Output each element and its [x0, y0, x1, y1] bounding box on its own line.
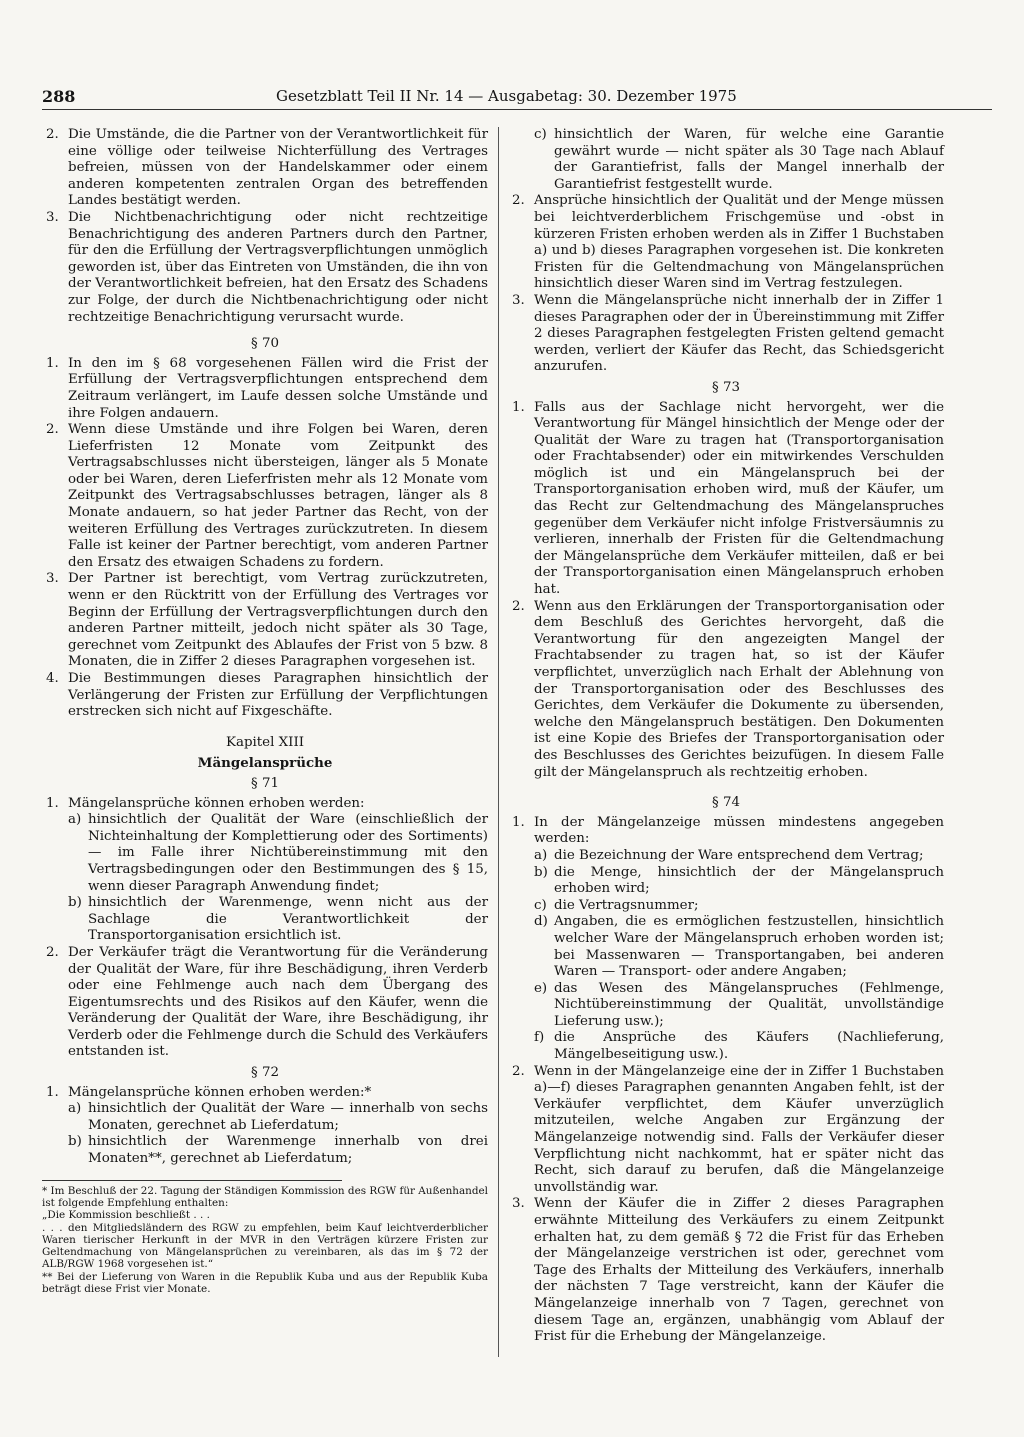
footnote-2: ** Bei der Lieferung von Waren in die Republik Kuba und aus der Republik Kuba beträgt diese Frist vier Monate. [42, 1270, 488, 1295]
paragraph-71-1: 1. Mängelansprüche können erhoben werden: [46, 795, 365, 811]
paragraph-74-1-f: f) die Ansprüche des Käufers (Nachlieferung, Mängelbeseitigung usw.). [534, 1030, 944, 1063]
section-heading-74: § 74 [712, 795, 740, 811]
paragraph-72-3: 3. Wenn die Mängelansprüche nicht innerhalb der in Ziffer 1 dieses Paragraphen oder der in Übereinstimmung mit Ziffer 2 dieses Paragraphen festgelegten Fristen geltend gemacht werden, verliert der Käufer das Recht, das Schiedsgericht anzurufen. [512, 292, 944, 375]
paragraph-71-1-b: b) hinsichtlich der Warenmenge, wenn nicht aus der Sachlage die Verantwortlichkeit der Transportorganisation ersichtlich ist. [68, 895, 488, 944]
section-heading-72: § 72 [251, 1065, 279, 1081]
paragraph-74-1-b: b) die Menge, hinsichtlich der der Mängelanspruch erhoben wird; [534, 864, 944, 897]
paragraph-72-1: 1. Mängelansprüche können erhoben werden:* [46, 1084, 372, 1100]
paragraph-73-2: 2. Wenn aus den Erklärungen der Transportorganisation oder dem Beschluß des Gerichtes hervorgeht, daß die Verantwortung für den angezeigten Mangel der Frachtabsender zu tragen hat, so ist der Käufer verpflichtet, unverzüglich nach Erhalt der Ablehnung von der Transportorganisation oder des Beschlusses des Gerichtes, dem Verkäufer die Dokumente zu übersenden, welche den Mängelanspruch bestätigen. Den Dokumenten ist eine Kopie des Briefes der Transportorganisation oder des Beschlusses des Gerichtes beizufügen. In diesem Falle gilt der Mängelanspruch als rechtzeitig erhoben. [512, 598, 944, 780]
paragraph-69-3: 3. Die Nichtbenachrichtigung oder nicht rechtzeitige Benachrichtigung des anderen Partners durch den Partner, für den die Erfüllung der Vertragsverpflichtungen unmöglich geworden ist, über das Eintreten von Umständen, die ihn von der Verantwortlichkeit befreien, hat den Ersatz des Schadens zur Folge, der durch die Nichtbenachrichtigung oder nicht rechtzeitige Benachrichtigung verursacht wurde. [46, 209, 488, 325]
header-title: Gesetzblatt Teil II Nr. 14 — Ausgabetag: 30. Dezember 1975 [276, 87, 737, 105]
footnote-1-quote-open: „Die Kommission beschließt . . . [42, 1209, 210, 1222]
footnote-1-quote-body: . . . den Mitgliedsländern des RGW zu empfehlen, beim Kauf leichtverderblicher Waren tierischer Herkunft in der MVR in den Verträgen kürzere Fristen zur Geltendmachung von Mängelansprüchen zu vereinbaren, als das im § 72 der ALB/RGW 1968 vorgesehen ist.“ [42, 1221, 488, 1271]
section-heading-73: § 73 [712, 379, 740, 395]
page-number: 288 [42, 87, 76, 106]
header-rule [42, 109, 992, 110]
paragraph-74-1: 1. In der Mängelanzeige müssen mindestens angegeben werden: [512, 814, 944, 847]
paragraph-69-2: 2. Die Umstände, die die Partner von der Verantwortlichkeit für eine völlige oder teilweise Nichterfüllung des Vertrages befreien, müssen von der Handelskammer oder einem anderen kompetenten zentralen Organ des betreffenden Landes bestätigt werden. [46, 127, 488, 209]
right-column [508, 127, 944, 1346]
paragraph-70-1: 1. In den im § 68 vorgesehenen Fällen wird die Frist der Erfüllung der Vertragsverpflichtungen entsprechend dem Zeitraum verlängert, im Laufe dessen solche Umstände und ihre Folgen andauern. [46, 355, 488, 421]
paragraph-70-2: 2. Wenn diese Umstände und ihre Folgen bei Waren, deren Lieferfristen 12 Monate vom Zeitpunkt des Vertragsabschlusses nicht übersteigen, länger als 5 Monate oder bei Waren, deren Lieferfristen mehr als 12 Monate vom Zeitpunkt des Vertragsabschlusses betragen, länger als 8 Monate andauern, so hat jeder Partner das Recht, von der weiteren Erfüllung des Vertrages zurückzutreten. In diesem Falle ist keiner der Partner berechtigt, vom anderen Partner den Ersatz des etwaigen Schadens zu fordern. [46, 422, 488, 570]
paragraph-74-1-c: c) die Vertragsnummer; [534, 897, 699, 913]
paragraph-71-2: 2. Der Verkäufer trägt die Verantwortung für die Veränderung der Qualität der Ware, für ihre Beschädigung, ihren Verderb oder eine Fehlmenge auch nach dem Übergang des Eigentumsrechts und des Risikos auf den Käufer, wenn die Veränderung der Qualität der Ware, ihre Beschädigung, ihr Verderb oder die Fehlmenge durch die Schuld des Verkäufers entstanden ist. [46, 944, 488, 1060]
paragraph-70-4: 4. Die Bestimmungen dieses Paragraphen hinsichtlich der Verlängerung der Fristen zur Erfüllung der Verpflichtungen erstrecken sich nicht auf Fixgeschäfte. [46, 671, 488, 720]
page-header [42, 87, 992, 111]
paragraph-72-1-a: a) hinsichtlich der Qualität der Ware — innerhalb von sechs Monaten, gerechnet ab Lieferdatum; [68, 1101, 488, 1133]
paragraph-72-1-b: b) hinsichtlich der Warenmenge innerhalb von drei Monaten**, gerechnet ab Lieferdatum; [68, 1134, 488, 1167]
section-heading-70: § 70 [251, 336, 279, 352]
paragraph-72-2: 2. Ansprüche hinsichtlich der Qualität und der Menge müssen bei leichtverderblichem Frischgemüse und -obst in kürzeren Fristen erhoben werden als in Ziffer 1 Buchstaben a) und b) dieses Paragraphen vorgesehen ist. Die konkreten Fristen für die Geltendmachung von Mängelansprüchen hinsichtlich dieser Waren sind im Vertrag festzulegen. [512, 193, 944, 292]
paragraph-74-1-a: a) die Bezeichnung der Ware entsprechend dem Vertrag; [534, 847, 924, 863]
paragraph-73-1: 1. Falls aus der Sachlage nicht hervorgeht, wer die Verantwortung für Mängel hinsichtlich der Menge oder der Qualität der Ware zu tragen hat (Transportorganisation oder Frachtabsender) oder ein mitwirkendes Verschulden möglich ist und ein Mängelanspruch bei der Transportorganisation erhoben wird, muß der Käufer, um das Recht zur Geltendmachung des Mängelanspruches gegenüber dem Verkäufer nicht infolge Fristversäumnis zu verlieren, innerhalb der Fristen für die Geltendmachung der Mängelansprüche dem Verkäufer mitteilen, daß er bei der Transportorganisation einen Mängelanspruch erhoben hat. [512, 399, 944, 598]
section-heading-71: § 71 [251, 775, 279, 791]
left-column [42, 127, 488, 1295]
paragraph-72-1-c: c) hinsichtlich der Waren, für welche eine Garantie gewährt wurde — nicht später als 30 Tage nach Ablauf der Garantiefrist, falls der Mangel innerhalb der Garantiefrist festgestellt wurde. [534, 127, 944, 192]
paragraph-74-3: 3. Wenn der Käufer die in Ziffer 2 dieses Paragraphen erwähnte Mitteilung des Verkäufers zu einem Zeitpunkt erhalten hat, zu dem gemäß § 72 die Frist für das Erheben der Mängelanzeige verstrichen ist oder, gerechnet vom Tage des Erhalts der Mitteilung des Verkäufers, innerhalb der nächsten 7 Tage verstreicht, kann der Käufer die Mängelanzeige innerhalb von 7 Tagen, gerechnet von diesem Tage an, ergänzen, unabhängig vom Ablauf der Frist für die Erhebung der Mängelanzeige. [512, 1196, 944, 1345]
paragraph-74-1-d: d) Angaben, die es ermöglichen festzustellen, hinsichtlich welcher Ware der Mängelanspruch erhoben worden ist; bei Massenwaren — Transportangaben, bei anderen Waren — Transport- oder andere Angaben; [534, 914, 944, 980]
paragraph-70-3: 3. Der Partner ist berechtigt, vom Vertrag zurückzutreten, wenn er den Rücktritt von der Erfüllung des Vertrages vor Beginn der Erfüllung der Vertragsverpflichtungen durch den anderen Partner mitteilt, jedoch nicht später als 30 Tage, gerechnet vom Zeitpunkt des Ablaufes der Frist von 5 bzw. 8 Monaten, die in Ziffer 2 dieses Paragraphen vorgesehen ist. [46, 571, 488, 670]
paragraph-74-1-e: e) das Wesen des Mängelanspruches (Fehlmenge, Nichtübereinstimmung der Qualität, unvollständige Lieferung usw.); [534, 980, 944, 1029]
column-divider [498, 127, 499, 1357]
footnote-1: * Im Beschluß der 22. Tagung der Ständigen Kommission des RGW für Außenhandel ist folgende Empfehlung enthalten: [42, 1184, 488, 1209]
paragraph-74-2: 2. Wenn in der Mängelanzeige eine der in Ziffer 1 Buchstaben a)—f) dieses Paragraphen genannten Angaben fehlt, ist der Verkäufer verpflichtet, dem Käufer unverzüglich mitzuteilen, welche Angaben zur Ergänzung der Mängelanzeige notwendig sind. Falls der Verkäufer dieser Verpflichtung nicht nachkommt, hat er später nicht das Recht, sich darauf zu berufen, daß die Mängelanzeige unvollständig war. [512, 1063, 944, 1195]
chapter-number: Kapitel XIII [225, 734, 305, 750]
footnote-rule [42, 1180, 342, 1181]
paragraph-71-1-a: a) hinsichtlich der Qualität der Ware (einschließlich der Nichteinhaltung der Komplettierung oder des Sortiments) — im Falle ihrer Nichtübereinstimmung mit den Vertragsbedingungen oder den Bestimmungen des § 15, wenn dieser Paragraph Anwendung findet; [68, 812, 488, 894]
chapter-title: Mängelansprüche [197, 755, 333, 772]
